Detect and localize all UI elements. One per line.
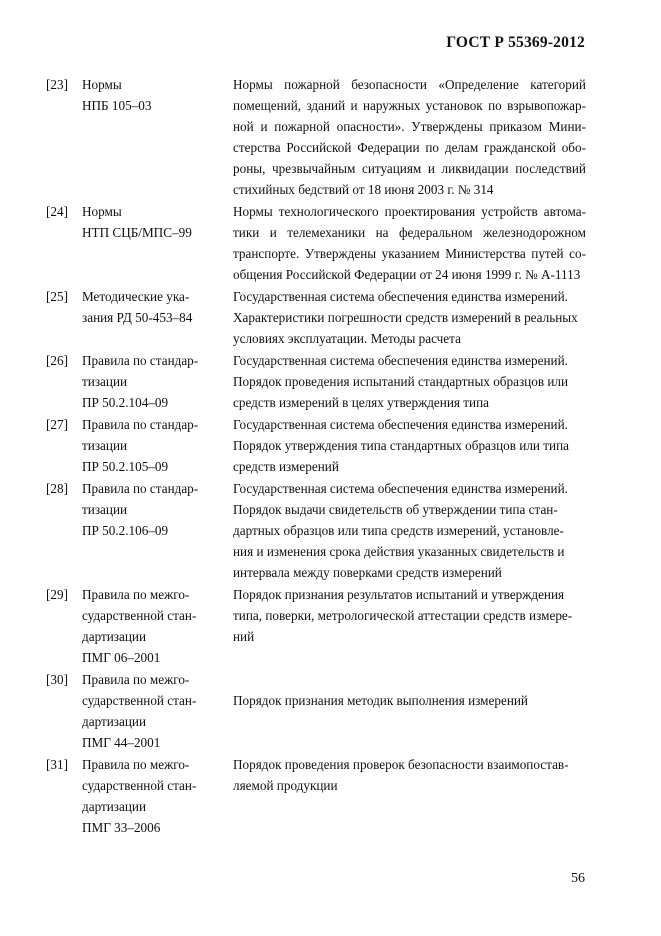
reference-document-designation	[82, 74, 232, 116]
reference-document-line: сударственной стан-	[82, 608, 197, 623]
reference-document-line: НПБ 105–03	[82, 98, 152, 113]
reference-document-line: Правила по стандар-	[82, 353, 199, 368]
reference-document-designation	[82, 584, 232, 668]
reference-title-line: условиях эксплуатации. Методы расчета	[233, 331, 461, 346]
reference-number: [27]	[46, 417, 68, 432]
reference-document-designation	[82, 414, 232, 477]
reference-number: [31]	[46, 757, 68, 772]
reference-title-line: Нормы пожарной безопасности «Определение категорий	[233, 77, 586, 92]
reference-title-line: Государственная система обеспечения единства измерений.	[233, 353, 568, 368]
reference-number: [24]	[46, 204, 68, 219]
reference-document-line: дартизации	[82, 629, 147, 644]
reference-document-designation	[82, 478, 232, 541]
reference-title-line: ния и изменения срока действия указанных свидетельств и	[233, 544, 565, 559]
reference-title-line: Государственная система обеспечения единства измерений.	[233, 481, 568, 496]
reference-entry	[46, 201, 586, 285]
reference-title-line: Нормы технологического проектирования устройств автома-	[233, 204, 586, 219]
reference-number: [23]	[46, 77, 68, 92]
reference-entry	[46, 754, 586, 838]
reference-title-line: стерства Российской Федерации по делам гражданской обо-	[233, 140, 586, 155]
reference-title-line: ной и пожарной опасности». Утверждены приказом Мини-	[233, 119, 586, 134]
reference-entry	[46, 350, 586, 413]
reference-document-line: Правила по межго-	[82, 672, 190, 687]
reference-document-designation	[82, 754, 232, 838]
reference-entry	[46, 669, 586, 753]
reference-document-line: ПМГ 44–2001	[82, 735, 161, 750]
reference-document-line: тизации	[82, 374, 128, 389]
reference-title	[233, 350, 586, 413]
reference-document-line: ПМГ 33–2006	[82, 820, 161, 835]
reference-document-line: НТП СЦБ/МПС–99	[82, 225, 192, 240]
reference-document-line: тизации	[82, 502, 128, 517]
reference-title	[233, 754, 586, 796]
reference-document-line: дартизации	[82, 799, 147, 814]
reference-title	[233, 201, 586, 285]
reference-entry	[46, 74, 586, 200]
reference-document-line: ПР 50.2.104–09	[82, 395, 169, 410]
reference-entry	[46, 286, 586, 349]
reference-document-line: тизации	[82, 438, 128, 453]
reference-document-line: зания РД 50-453–84	[82, 310, 193, 325]
reference-list	[46, 74, 586, 839]
reference-title	[233, 584, 586, 647]
reference-title-line: Порядок выдачи свидетельств об утверждении типа стан-	[233, 502, 558, 517]
reference-document-line: сударственной стан-	[82, 693, 197, 708]
reference-entry	[46, 478, 586, 583]
reference-title-line: средств измерений	[233, 459, 339, 474]
reference-document-line: Правила по межго-	[82, 757, 190, 772]
reference-title-line: типа, поверки, метрологической аттестации средств измере-	[233, 608, 573, 623]
reference-title-line: Государственная система обеспечения единства измерений.	[233, 417, 568, 432]
reference-title	[233, 690, 586, 711]
reference-document-line: дартизации	[82, 714, 147, 729]
reference-document-designation	[82, 669, 232, 753]
reference-document-designation	[82, 201, 232, 243]
reference-title	[233, 414, 586, 477]
reference-document-line: ПР 50.2.106–09	[82, 523, 169, 538]
reference-title-line: Характеристики погрешности средств измерений в реальных	[233, 310, 578, 325]
reference-document-line: Нормы	[82, 204, 122, 219]
reference-entry	[46, 584, 586, 668]
reference-title	[233, 286, 586, 349]
reference-title-line: стихийных бедствий от 18 июня 2003 г. № 314	[233, 182, 494, 197]
reference-title-line: средств измерений в целях утверждения типа	[233, 395, 489, 410]
reference-number: [28]	[46, 481, 68, 496]
reference-title-line: тики и телемеханики на федеральном железнодорожном	[233, 225, 586, 240]
reference-title-line: Порядок проведения испытаний стандартных образцов или	[233, 374, 569, 389]
reference-document-designation	[82, 286, 232, 328]
reference-title-line: транспорте. Утверждены указанием Министерства путей со-	[233, 246, 586, 261]
reference-document-line: Методические ука-	[82, 289, 190, 304]
reference-document-line: Правила по стандар-	[82, 417, 199, 432]
reference-number: [25]	[46, 289, 68, 304]
reference-title	[233, 478, 586, 583]
reference-number: [30]	[46, 672, 68, 687]
reference-title-line: ний	[233, 629, 255, 644]
page-number: 56	[571, 871, 585, 886]
reference-title-line: Порядок проведения проверок безопасности взаимопостав-	[233, 757, 569, 772]
page-header: ГОСТ Р 55369-2012	[446, 34, 585, 51]
reference-document-line: Правила по стандар-	[82, 481, 199, 496]
reference-title	[233, 74, 586, 200]
reference-document-designation	[82, 350, 232, 413]
reference-entry	[46, 414, 586, 477]
reference-document-line: ПМГ 06–2001	[82, 650, 161, 665]
reference-document-line: Правила по межго-	[82, 587, 190, 602]
reference-title-line: ляемой продукции	[233, 778, 338, 793]
reference-title-line: общения Российской Федерации от 24 июня 1999 г. № А-1113	[233, 267, 581, 282]
reference-title-line: Порядок признания методик выполнения измерений	[233, 693, 528, 708]
reference-document-line: Нормы	[82, 77, 122, 92]
reference-title-line: Порядок утверждения типа стандартных образцов или типа	[233, 438, 570, 453]
reference-number: [29]	[46, 587, 68, 602]
reference-title-line: Порядок признания результатов испытаний и утверждения	[233, 587, 565, 602]
reference-title-line: интервала между поверками средств измерений	[233, 565, 502, 580]
reference-title-line: помещений, зданий и наружных установок по взрывопожар-	[233, 98, 586, 113]
reference-number: [26]	[46, 353, 68, 368]
reference-document-line: сударственной стан-	[82, 778, 197, 793]
reference-title-line: дартных образцов или типа средств измерений, установле-	[233, 523, 564, 538]
reference-document-line: ПР 50.2.105–09	[82, 459, 169, 474]
reference-title-line: роны, чрезвычайным ситуациям и ликвидации последствий	[233, 161, 586, 176]
reference-title-line: Государственная система обеспечения единства измерений.	[233, 289, 568, 304]
